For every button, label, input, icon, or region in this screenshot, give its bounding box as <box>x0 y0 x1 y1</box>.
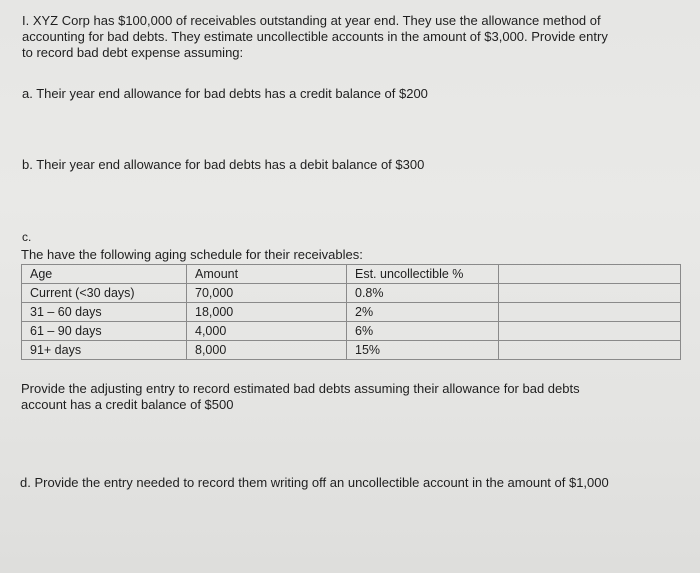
header-amount: Amount <box>187 265 347 284</box>
table-row <box>22 322 681 341</box>
cell-blank <box>499 322 681 341</box>
aging-schedule-table <box>21 264 681 360</box>
cell-percent: 0.8% <box>347 284 499 303</box>
intro-line-3: to record bad debt expense assuming: <box>22 45 244 60</box>
table-header-row <box>22 265 681 284</box>
cell-age: 91+ days <box>22 341 187 360</box>
cell-amount: 4,000 <box>187 322 347 341</box>
header-age: Age <box>22 265 187 284</box>
adjust-line-2: account has a credit balance of $500 <box>21 397 234 412</box>
table-row <box>22 284 681 303</box>
header-est-uncollectible: Est. uncollectible % <box>347 265 499 284</box>
cell-blank <box>499 284 681 303</box>
table-row <box>22 341 681 360</box>
adjust-line-1: Provide the adjusting entry to record estimated bad debts assuming their allowance for bad debts <box>21 381 580 396</box>
cell-age: Current (<30 days) <box>22 284 187 303</box>
table-row <box>22 303 681 322</box>
cell-percent: 6% <box>347 322 499 341</box>
intro-line-1: I. XYZ Corp has $100,000 of receivables outstanding at year end. They use the allowance method of <box>22 13 601 28</box>
header-blank <box>499 265 681 284</box>
intro-line-2: accounting for bad debts. They estimate uncollectible accounts in the amount of $3,000. Provide entry <box>22 29 608 44</box>
part-c-intro: The have the following aging schedule for their receivables: <box>21 247 363 262</box>
cell-amount: 70,000 <box>187 284 347 303</box>
cell-blank <box>499 303 681 322</box>
cell-age: 61 – 90 days <box>22 322 187 341</box>
cell-age: 31 – 60 days <box>22 303 187 322</box>
cell-amount: 8,000 <box>187 341 347 360</box>
part-c-adjusting-entry-question <box>21 381 580 413</box>
part-d-question: d. Provide the entry needed to record them writing off an uncollectible account in the amount of $1,000 <box>20 475 609 490</box>
part-b-question: b. Their year end allowance for bad debts has a debit balance of $300 <box>22 157 425 172</box>
cell-percent: 2% <box>347 303 499 322</box>
cell-amount: 18,000 <box>187 303 347 322</box>
part-a-question: a. Their year end allowance for bad debts has a credit balance of $200 <box>22 86 428 101</box>
cell-percent: 15% <box>347 341 499 360</box>
part-c-label: c. <box>22 230 32 244</box>
cell-blank <box>499 341 681 360</box>
problem-intro <box>22 13 672 61</box>
